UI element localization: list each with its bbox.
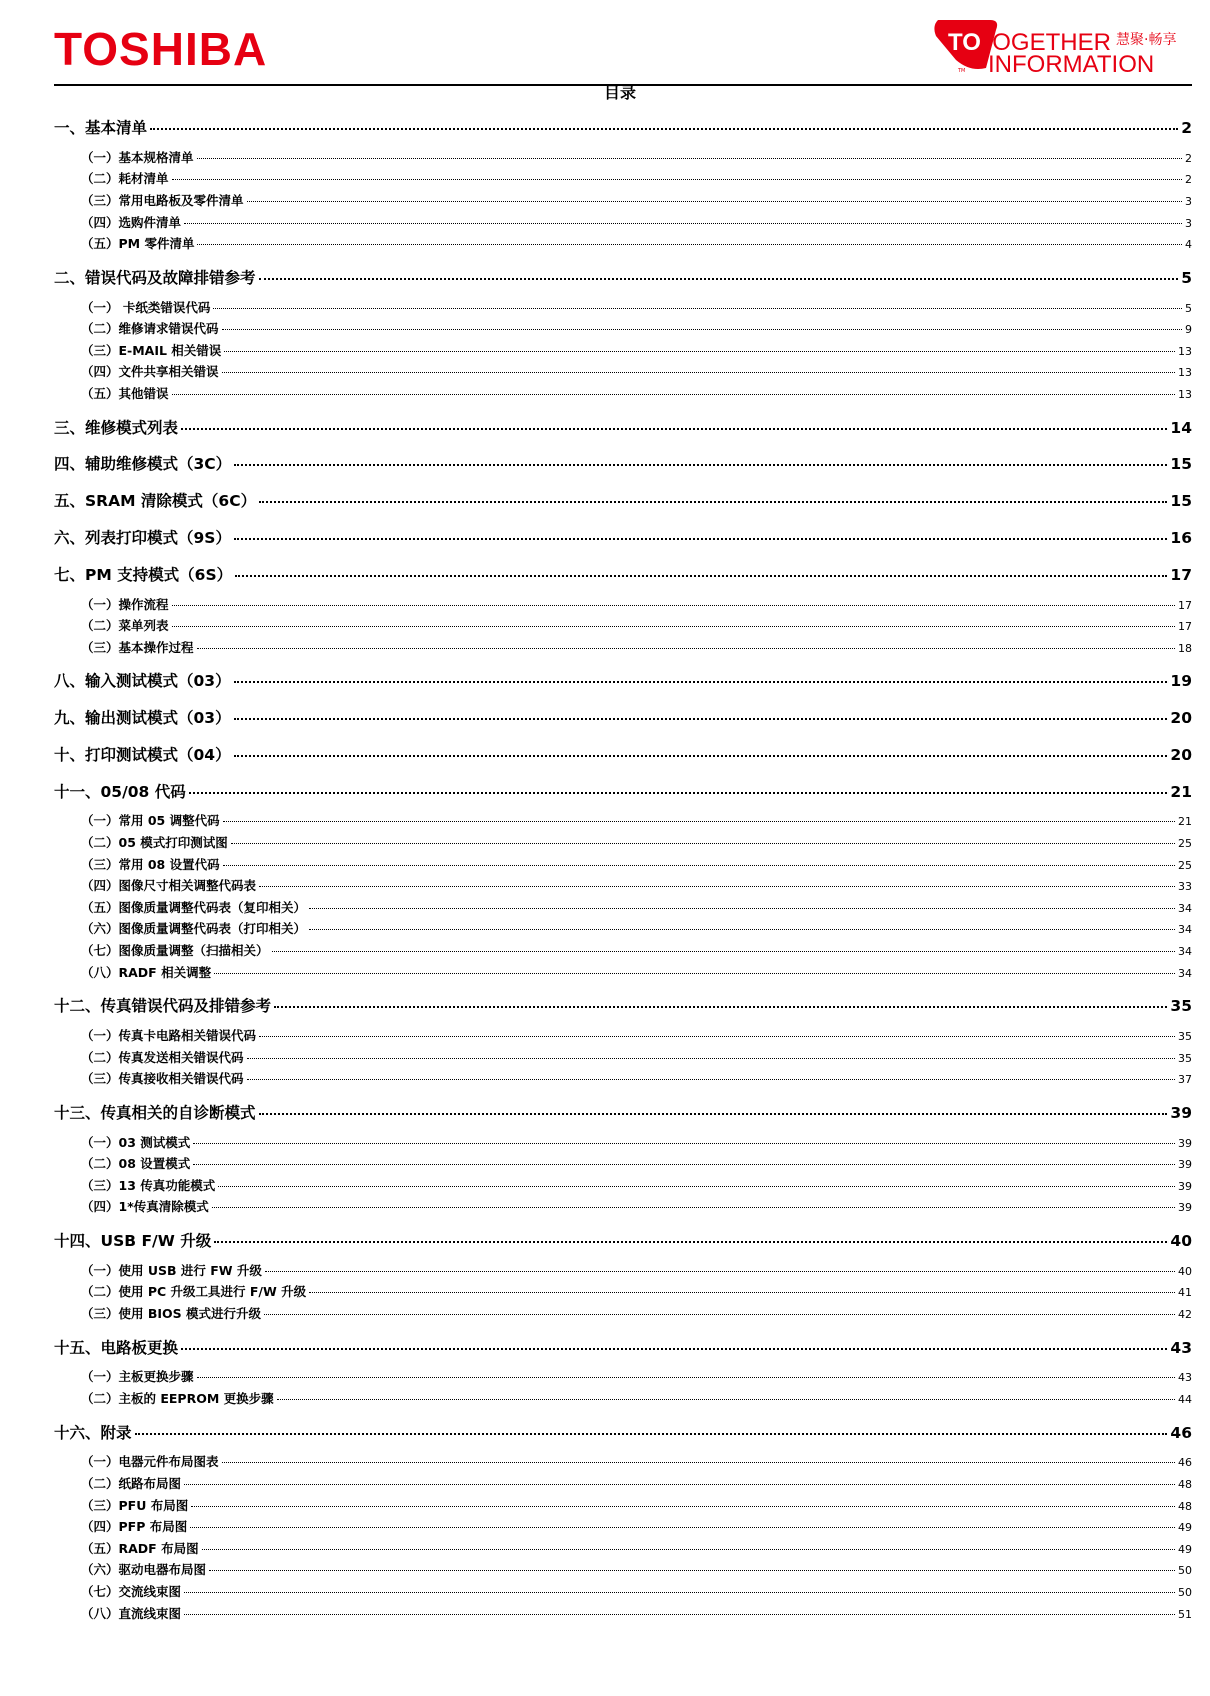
toc-entry-title: （三）常用 08 设置代码 — [81, 856, 220, 872]
toc-entry-title: （四）文件共享相关错误 — [81, 364, 219, 380]
dot-leader — [184, 223, 1182, 224]
toc-subsection[interactable] — [54, 810, 1192, 832]
toc-entry-page: 50 — [1178, 1585, 1192, 1599]
toc-entry-title: （二）主板的 EEPROM 更换步骤 — [81, 1390, 274, 1406]
toc-entry-page: 18 — [1178, 641, 1192, 655]
toc-entry-title: 五、SRAM 清除模式（6C） — [54, 492, 257, 511]
toc-entry-title: （二）使用 PC 升级工具进行 F/W 升级 — [81, 1284, 307, 1300]
logo-tm: TM — [958, 68, 966, 74]
toc-section[interactable] — [54, 483, 1192, 520]
toc-subsection[interactable] — [54, 1581, 1192, 1603]
dot-leader — [309, 929, 1175, 930]
toc-entry-page: 39 — [1178, 1158, 1192, 1172]
dot-leader — [234, 755, 1168, 757]
dot-leader — [135, 1433, 1168, 1435]
toc-section[interactable] — [54, 1095, 1192, 1132]
toc-entry-title: （三）E-MAIL 相关错误 — [81, 342, 222, 358]
toc-subsection[interactable] — [54, 1047, 1192, 1069]
toc-entry-page: 13 — [1178, 387, 1192, 401]
dot-leader — [264, 1314, 1175, 1315]
together-information-logo — [930, 14, 1192, 76]
table-of-contents — [54, 110, 1192, 1629]
toc-entry-title: （五）RADF 布局图 — [81, 1540, 199, 1556]
toc-entry-title: （八）RADF 相关调整 — [81, 964, 212, 980]
dot-leader — [222, 329, 1182, 330]
toc-subsection[interactable] — [54, 1559, 1192, 1581]
toc-entry-title: （四）选购件清单 — [81, 214, 182, 230]
dot-leader — [259, 1036, 1175, 1037]
toc-entry-page: 49 — [1178, 1542, 1192, 1556]
toc-entry-title: （三）传真接收相关错误代码 — [81, 1071, 244, 1087]
toc-subsection[interactable] — [54, 1281, 1192, 1303]
dot-leader — [214, 1241, 1167, 1243]
toc-subsection[interactable] — [54, 1153, 1192, 1175]
toc-entry-page: 44 — [1178, 1392, 1192, 1406]
toc-section[interactable] — [54, 410, 1192, 447]
toc-entry-page: 5 — [1181, 268, 1192, 287]
toc-entry-page: 19 — [1170, 672, 1192, 691]
toc-entry-title: 二、错误代码及故障排错参考 — [54, 268, 256, 287]
dot-leader — [222, 372, 1175, 373]
toc-entry-title: （五）图像质量调整代码表（复印相关） — [81, 899, 307, 915]
dot-leader — [247, 201, 1182, 202]
toc-subsection[interactable] — [54, 340, 1192, 362]
dot-leader — [274, 1006, 1167, 1008]
toc-subsection[interactable] — [54, 212, 1192, 234]
toc-entry-page: 20 — [1170, 709, 1192, 728]
dot-leader — [190, 1527, 1175, 1528]
toc-entry-title: 十四、USB F/W 升级 — [54, 1231, 212, 1250]
toc-entry-page: 48 — [1178, 1477, 1192, 1491]
toc-entry-page: 49 — [1178, 1521, 1192, 1535]
toc-section[interactable] — [54, 520, 1192, 557]
toc-subsection[interactable] — [54, 168, 1192, 190]
dot-leader — [259, 278, 1179, 280]
toc-entry-title: （六）驱动电器布局图 — [81, 1562, 207, 1578]
toc-entry-title: （一）基本规格清单 — [81, 149, 194, 165]
toc-subsection[interactable] — [54, 383, 1192, 405]
toc-entry-page: 2 — [1181, 119, 1192, 137]
dot-leader — [181, 1348, 1167, 1350]
toc-subsection[interactable] — [54, 1516, 1192, 1538]
toc-subsection[interactable] — [54, 1196, 1192, 1218]
toc-entry-page: 37 — [1178, 1073, 1192, 1087]
toc-section[interactable] — [54, 737, 1192, 774]
dot-leader — [212, 1207, 1175, 1208]
toc-subsection[interactable] — [54, 1473, 1192, 1495]
logo-to-text: TO — [948, 29, 981, 56]
toc-entry-page: 48 — [1178, 1499, 1192, 1513]
toc-entry-title: 七、PM 支持模式（6S） — [54, 565, 233, 584]
dot-leader — [197, 1377, 1175, 1378]
toc-entry-page: 46 — [1170, 1423, 1192, 1442]
toc-entry-page: 33 — [1178, 880, 1192, 894]
toc-entry-page: 17 — [1170, 565, 1192, 584]
toc-section[interactable] — [54, 260, 1192, 297]
dot-leader — [197, 244, 1182, 245]
toc-entry-page: 3 — [1185, 194, 1192, 208]
dot-leader — [191, 1506, 1175, 1507]
toc-entry-title: （二）05 模式打印测试图 — [81, 835, 228, 851]
dot-leader — [235, 575, 1167, 577]
toc-subsection[interactable] — [54, 1603, 1192, 1625]
toc-subsection[interactable] — [54, 1366, 1192, 1388]
toc-entry-page: 43 — [1170, 1338, 1192, 1357]
toc-entry-page: 51 — [1178, 1607, 1192, 1621]
dot-leader — [172, 605, 1175, 606]
toc-entry-page: 2 — [1185, 173, 1192, 187]
toc-entry-title: （一）电器元件布局图表 — [81, 1454, 219, 1470]
logo-line2: INFORMATION — [988, 51, 1155, 76]
dot-leader — [172, 394, 1175, 395]
dot-leader — [172, 626, 1175, 627]
toc-subsection[interactable] — [54, 918, 1192, 940]
toc-entry-title: 十六、附录 — [54, 1423, 132, 1442]
toc-entry-title: 六、列表打印模式（9S） — [54, 528, 231, 547]
toc-subsection[interactable] — [54, 897, 1192, 919]
dot-leader — [234, 464, 1167, 466]
toc-entry-title: （八）直流线束图 — [81, 1605, 182, 1621]
dot-leader — [309, 908, 1175, 909]
toc-subsection[interactable] — [54, 854, 1192, 876]
toc-entry-title: 十五、电路板更换 — [54, 1338, 179, 1357]
toc-entry-page: 25 — [1178, 858, 1192, 872]
toc-subsection[interactable] — [54, 233, 1192, 255]
toc-subsection[interactable] — [54, 147, 1192, 169]
toc-entry-title: （一）使用 USB 进行 FW 升级 — [81, 1262, 262, 1278]
toc-entry-page: 41 — [1178, 1286, 1192, 1300]
toc-entry-page: 9 — [1185, 323, 1192, 337]
dot-leader — [259, 886, 1175, 887]
toc-section[interactable] — [54, 557, 1192, 594]
toc-entry-page: 34 — [1178, 966, 1192, 980]
toc-section[interactable] — [54, 774, 1192, 811]
toc-subsection[interactable] — [54, 940, 1192, 962]
dot-leader — [272, 951, 1175, 952]
toc-subsection[interactable] — [54, 1538, 1192, 1560]
toc-subsection[interactable] — [54, 962, 1192, 984]
toc-entry-page: 17 — [1178, 620, 1192, 634]
toc-entry-page: 21 — [1170, 782, 1192, 801]
dot-leader — [234, 538, 1167, 540]
dot-leader — [223, 865, 1175, 866]
toc-entry-title: （六）图像质量调整代码表（打印相关） — [81, 921, 307, 937]
toc-entry-page: 43 — [1178, 1371, 1192, 1385]
toc-entry-title: （一）传真卡电路相关错误代码 — [81, 1028, 257, 1044]
toc-entry-page: 39 — [1178, 1136, 1192, 1150]
dot-leader — [184, 1484, 1175, 1485]
dot-leader — [277, 1399, 1175, 1400]
section-gap — [54, 1624, 1192, 1629]
toc-subsection[interactable] — [54, 1025, 1192, 1047]
toc-subsection[interactable] — [54, 1132, 1192, 1154]
page-header — [0, 0, 1210, 90]
toc-entry-page: 35 — [1178, 1051, 1192, 1065]
toc-entry-page: 25 — [1178, 837, 1192, 851]
dot-leader — [234, 718, 1168, 720]
dot-leader — [150, 128, 1178, 130]
dot-leader — [189, 792, 1168, 794]
dot-leader — [223, 821, 1175, 822]
toc-entry-title: （二）传真发送相关错误代码 — [81, 1049, 244, 1065]
dot-leader — [265, 1271, 1175, 1272]
toc-section[interactable] — [54, 1330, 1192, 1367]
toc-entry-page: 13 — [1178, 344, 1192, 358]
dot-leader — [218, 1186, 1175, 1187]
dot-leader — [184, 1614, 1175, 1615]
toc-subsection[interactable] — [54, 318, 1192, 340]
dot-leader — [259, 1113, 1168, 1115]
toc-entry-title: 十一、05/08 代码 — [54, 782, 186, 801]
toc-entry-page: 34 — [1178, 923, 1192, 937]
toc-entry-title: （一）常用 05 调整代码 — [81, 813, 220, 829]
toc-entry-page: 15 — [1170, 455, 1192, 474]
dot-leader — [309, 1292, 1175, 1293]
dot-leader — [259, 501, 1167, 503]
toc-subsection[interactable] — [54, 1068, 1192, 1090]
toc-entry-title: （四）1*传真清除模式 — [81, 1199, 209, 1215]
toshiba-logo: TOSHIBA — [54, 23, 268, 75]
toc-entry-title: （一）03 测试模式 — [81, 1134, 191, 1150]
toc-entry-title: （二）纸路布局图 — [81, 1475, 182, 1491]
dot-leader — [234, 681, 1168, 683]
toc-subsection[interactable] — [54, 594, 1192, 616]
toc-entry-title: （五）PM 零件清单 — [81, 236, 195, 252]
toc-subsection[interactable] — [54, 297, 1192, 319]
dot-leader — [222, 1462, 1175, 1463]
toc-entry-title: （三）常用电路板及零件清单 — [81, 192, 244, 208]
toc-entry-page: 21 — [1178, 815, 1192, 829]
toc-subsection[interactable] — [54, 1303, 1192, 1325]
toc-subsection[interactable] — [54, 361, 1192, 383]
toc-entry-page: 16 — [1170, 528, 1192, 547]
toc-entry-page: 42 — [1178, 1307, 1192, 1321]
toc-entry-page: 35 — [1178, 1030, 1192, 1044]
toc-subsection[interactable] — [54, 1260, 1192, 1282]
toc-subsection[interactable] — [54, 832, 1192, 854]
toc-entry-title: （二）08 设置模式 — [81, 1156, 191, 1172]
toc-entry-title: 十三、传真相关的自诊断模式 — [54, 1103, 256, 1122]
dot-leader — [214, 973, 1175, 974]
toc-entry-title: 十、打印测试模式（04） — [54, 745, 231, 764]
toc-subsection[interactable] — [54, 615, 1192, 637]
toc-entry-page: 39 — [1178, 1201, 1192, 1215]
toc-entry-page: 20 — [1170, 745, 1192, 764]
toc-entry-page: 40 — [1178, 1264, 1192, 1278]
dot-leader — [213, 308, 1182, 309]
toc-entry-title: （二）维修请求错误代码 — [81, 321, 219, 337]
toc-entry-page: 14 — [1170, 418, 1192, 437]
toc-entry-page: 35 — [1170, 997, 1192, 1016]
dot-leader — [197, 648, 1175, 649]
toc-subsection[interactable] — [54, 190, 1192, 212]
logo-tagline: 慧聚·畅享 — [1116, 32, 1177, 48]
toc-entry-page: 13 — [1178, 366, 1192, 380]
dot-leader — [231, 843, 1175, 844]
toc-subsection[interactable] — [54, 637, 1192, 659]
toc-section[interactable] — [54, 663, 1192, 700]
toc-entry-page: 50 — [1178, 1564, 1192, 1578]
logo-line1: TOGETHER — [978, 29, 1111, 56]
dot-leader — [193, 1143, 1175, 1144]
toc-entry-page: 34 — [1178, 901, 1192, 915]
toc-entry-page: 39 — [1178, 1179, 1192, 1193]
toc-entry-title: （一）主板更换步骤 — [81, 1369, 194, 1385]
dot-leader — [247, 1058, 1175, 1059]
toc-subsection[interactable] — [54, 875, 1192, 897]
dot-leader — [247, 1079, 1175, 1080]
toc-entry-title: （一） 卡纸类错误代码 — [81, 299, 211, 315]
toc-entry-title: 三、维修模式列表 — [54, 418, 179, 437]
toc-entry-page: 15 — [1170, 492, 1192, 511]
dot-leader — [197, 158, 1182, 159]
toc-entry-title: （三）13 传真功能模式 — [81, 1177, 216, 1193]
toc-entry-title: （三）PFU 布局图 — [81, 1497, 189, 1513]
toc-entry-page: 5 — [1185, 301, 1192, 315]
toc-entry-page: 39 — [1170, 1103, 1192, 1122]
toc-entry-title: 四、辅助维修模式（3C） — [54, 455, 232, 474]
dot-leader — [172, 179, 1182, 180]
toc-entry-page: 46 — [1178, 1456, 1192, 1470]
toc-subsection[interactable] — [54, 1451, 1192, 1473]
toc-entry-page: 40 — [1170, 1231, 1192, 1250]
toc-subsection[interactable] — [54, 1388, 1192, 1410]
toc-section[interactable] — [54, 700, 1192, 737]
toc-entry-page: 17 — [1178, 598, 1192, 612]
toc-section[interactable] — [54, 1223, 1192, 1260]
toc-entry-title: （四）PFP 布局图 — [81, 1519, 188, 1535]
toc-entry-title: 十二、传真错误代码及排错参考 — [54, 997, 272, 1016]
dot-leader — [193, 1164, 1175, 1165]
dot-leader — [224, 351, 1175, 352]
toc-entry-page: 2 — [1185, 151, 1192, 165]
toc-entry-title: （四）图像尺寸相关调整代码表 — [81, 878, 257, 894]
toc-entry-title: 八、输入测试模式（03） — [54, 672, 231, 691]
toc-section[interactable] — [54, 110, 1192, 147]
toc-entry-title: （七）交流线束图 — [81, 1583, 182, 1599]
toc-entry-page: 34 — [1178, 945, 1192, 959]
dot-leader — [181, 428, 1167, 430]
toc-entry-page: 4 — [1185, 238, 1192, 252]
toc-entry-title: （三）使用 BIOS 模式进行升级 — [81, 1305, 262, 1321]
toc-entry-title: （二）耗材清单 — [81, 171, 169, 187]
toc-entry-title: （七）图像质量调整（扫描相关） — [81, 943, 269, 959]
toc-entry-title: （一）操作流程 — [81, 596, 169, 612]
toc-entry-page: 3 — [1185, 216, 1192, 230]
toc-entry-title: （五）其他错误 — [81, 385, 169, 401]
toc-subsection[interactable] — [54, 1495, 1192, 1517]
toc-section[interactable] — [54, 1415, 1192, 1452]
dot-leader — [209, 1570, 1175, 1571]
toc-entry-title: （三）基本操作过程 — [81, 639, 194, 655]
toc-section[interactable] — [54, 988, 1192, 1025]
toc-title: 目录 — [603, 83, 636, 102]
dot-leader — [184, 1592, 1175, 1593]
toc-section[interactable] — [54, 446, 1192, 483]
toc-entry-title: （二）菜单列表 — [81, 618, 169, 634]
dot-leader — [202, 1549, 1175, 1550]
toc-entry-title: 一、基本清单 — [54, 119, 148, 137]
toc-entry-title: 九、输出测试模式（03） — [54, 709, 231, 728]
toc-subsection[interactable] — [54, 1175, 1192, 1197]
